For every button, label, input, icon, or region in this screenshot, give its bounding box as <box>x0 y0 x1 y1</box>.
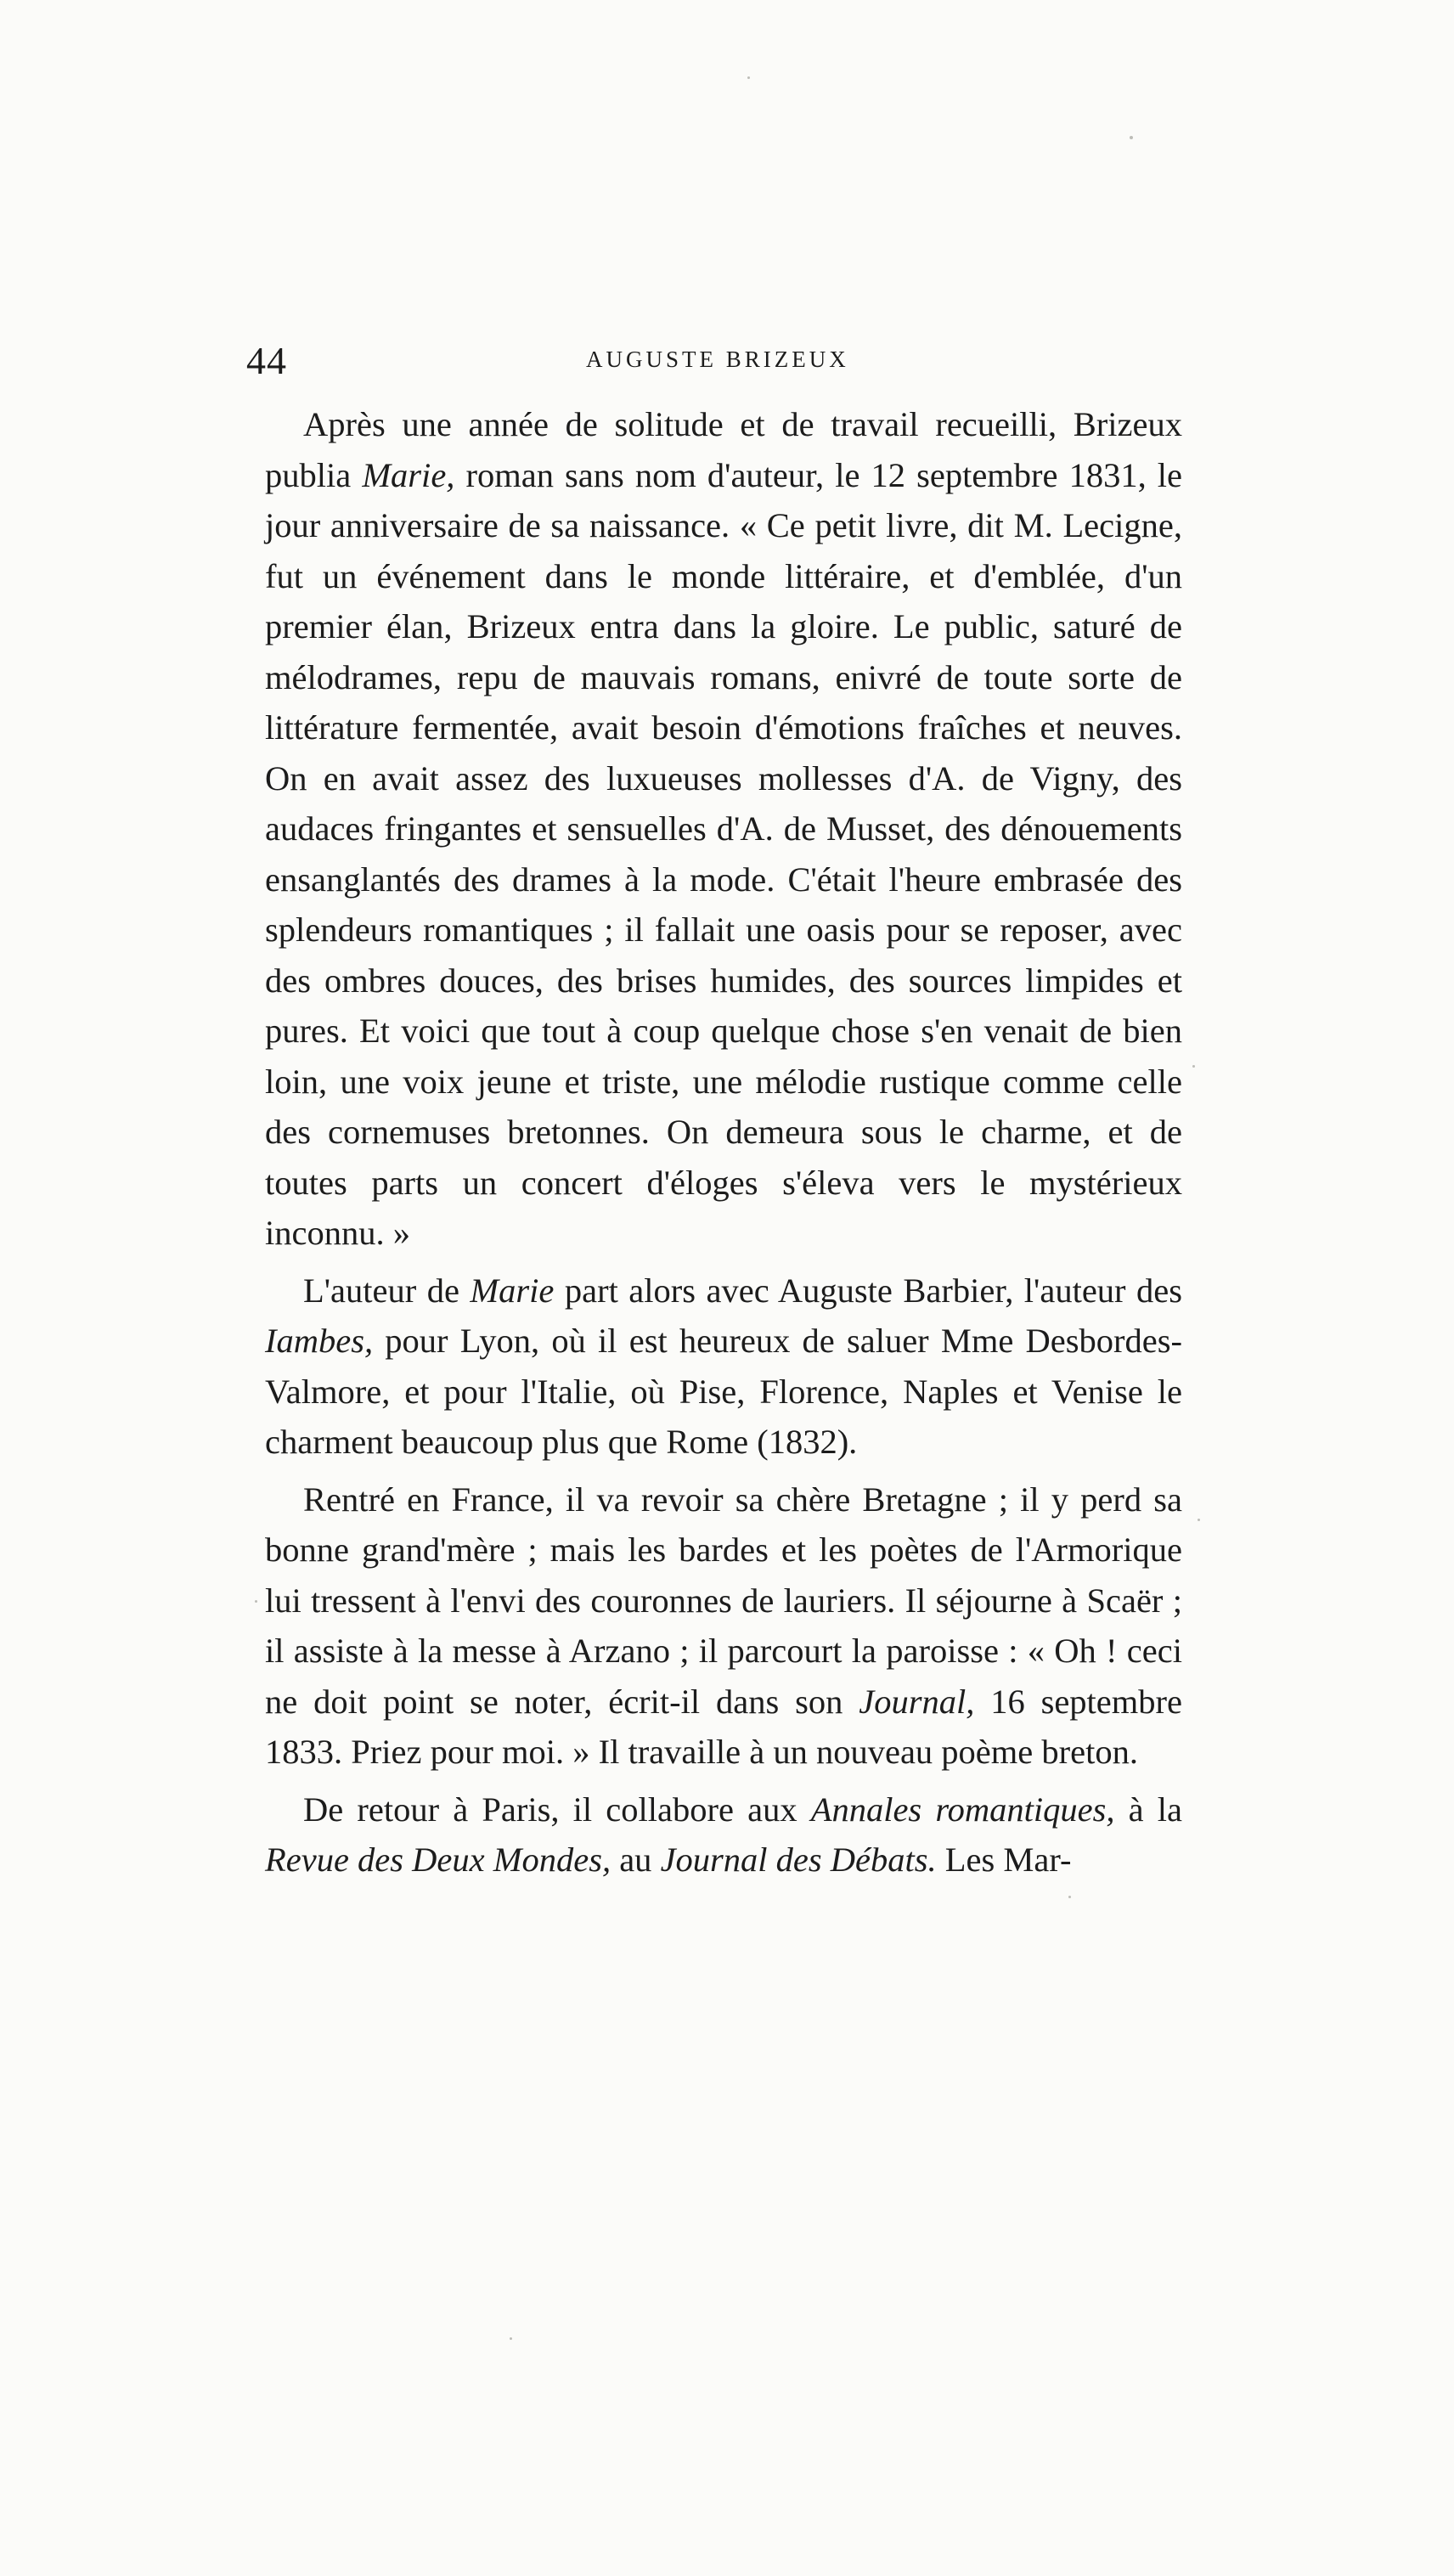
italic-title: Iambes, <box>265 1322 374 1360</box>
italic-title: Marie <box>470 1271 555 1310</box>
text-span: pour Lyon, où il est heureux de saluer Mme Desbordes-Valmore, et pour l'Italie, où Pise, Florence, Naples et Venise le charment beaucoup plus que Rome (1832). <box>265 1322 1182 1461</box>
text-span: au <box>611 1840 661 1879</box>
italic-title: Revue des Deux Mondes, <box>265 1840 611 1879</box>
paper-speck <box>1068 1896 1071 1898</box>
italic-title: Annales romantiques, <box>810 1790 1115 1829</box>
text-span: Les Mar- <box>936 1840 1072 1879</box>
page-number: 44 <box>246 339 287 382</box>
body-text <box>265 399 1182 1885</box>
paper-speck <box>747 76 750 79</box>
paragraph-1 <box>265 399 1182 1259</box>
paper-speck <box>1192 1065 1195 1068</box>
paper-speck <box>1198 1519 1200 1521</box>
text-span: Après une année de solitude et de travail recueilli, Brizeux publia <box>265 405 1182 494</box>
text-span: De retour à Paris, il collabore aux <box>303 1790 811 1829</box>
italic-title: Marie, <box>362 455 455 494</box>
running-head: AUGUSTE BRIZEUX <box>586 347 849 372</box>
page-header <box>246 338 1181 389</box>
text-span: part alors avec Auguste Barbier, l'auteur des <box>554 1271 1182 1310</box>
paper-speck <box>510 2337 512 2340</box>
paragraph-2 <box>265 1265 1182 1468</box>
italic-title: Journal, <box>859 1682 975 1721</box>
text-span: 16 septembre 1833. Priez pour moi. » Il travaille à un nouveau poème breton. <box>265 1682 1183 1771</box>
text-span: Rentré en France, il va revoir sa chère Bretagne ; il y perd sa bonne grand'mère ; mais les bardes et les poètes de l'Armorique lui tressent à l'envi des couronnes de lauriers. Il séjourne à Scaër ; il assiste à la messe à Arzano ; il parcourt la paroisse : « Oh ! ceci ne doit point se noter, écrit-il dans son <box>265 1480 1182 1721</box>
paper-speck <box>255 1600 257 1603</box>
italic-title: Journal des Débats. <box>660 1840 937 1879</box>
text-span: L'auteur de <box>303 1271 471 1310</box>
paper-speck <box>1130 136 1133 139</box>
text-span: roman sans nom d'auteur, le 12 septembre 1831, le jour anniversaire de sa naissance. « Ce petit livre, dit M. Lecigne, fut un événement dans le monde littéraire, et d'emblée, d'un premier élan, Brizeux entra dans la gloire. Le public, saturé de mélodrames, repu de mauvais romans, enivré de toute sorte de littérature fermentée, avait besoin d'émotions fraîches et neuves. On en avait assez des luxueuses mollesses d'A. de Vigny, des audaces fringantes et sensuelles d'A. de Musset, des dénouements ensanglantés des drames à la mode. C'était l'heure embrasée des splendeurs romantiques ; il fallait une oasis pour se reposer, avec des ombres douces, des brises humides, des sources limpides et pures. Et voici que tout à coup quelque chose s'en venait de bien loin, une voix jeune et triste, une mélodie rustique comme celle des cornemuses bretonnes. On demeura sous le charme, et de toutes parts un concert d'éloges s'éleva vers le mystérieux inconnu. » <box>265 455 1183 1252</box>
paragraph-3 <box>265 1474 1182 1778</box>
text-span: à la <box>1114 1790 1182 1829</box>
paragraph-4 <box>265 1784 1182 1885</box>
